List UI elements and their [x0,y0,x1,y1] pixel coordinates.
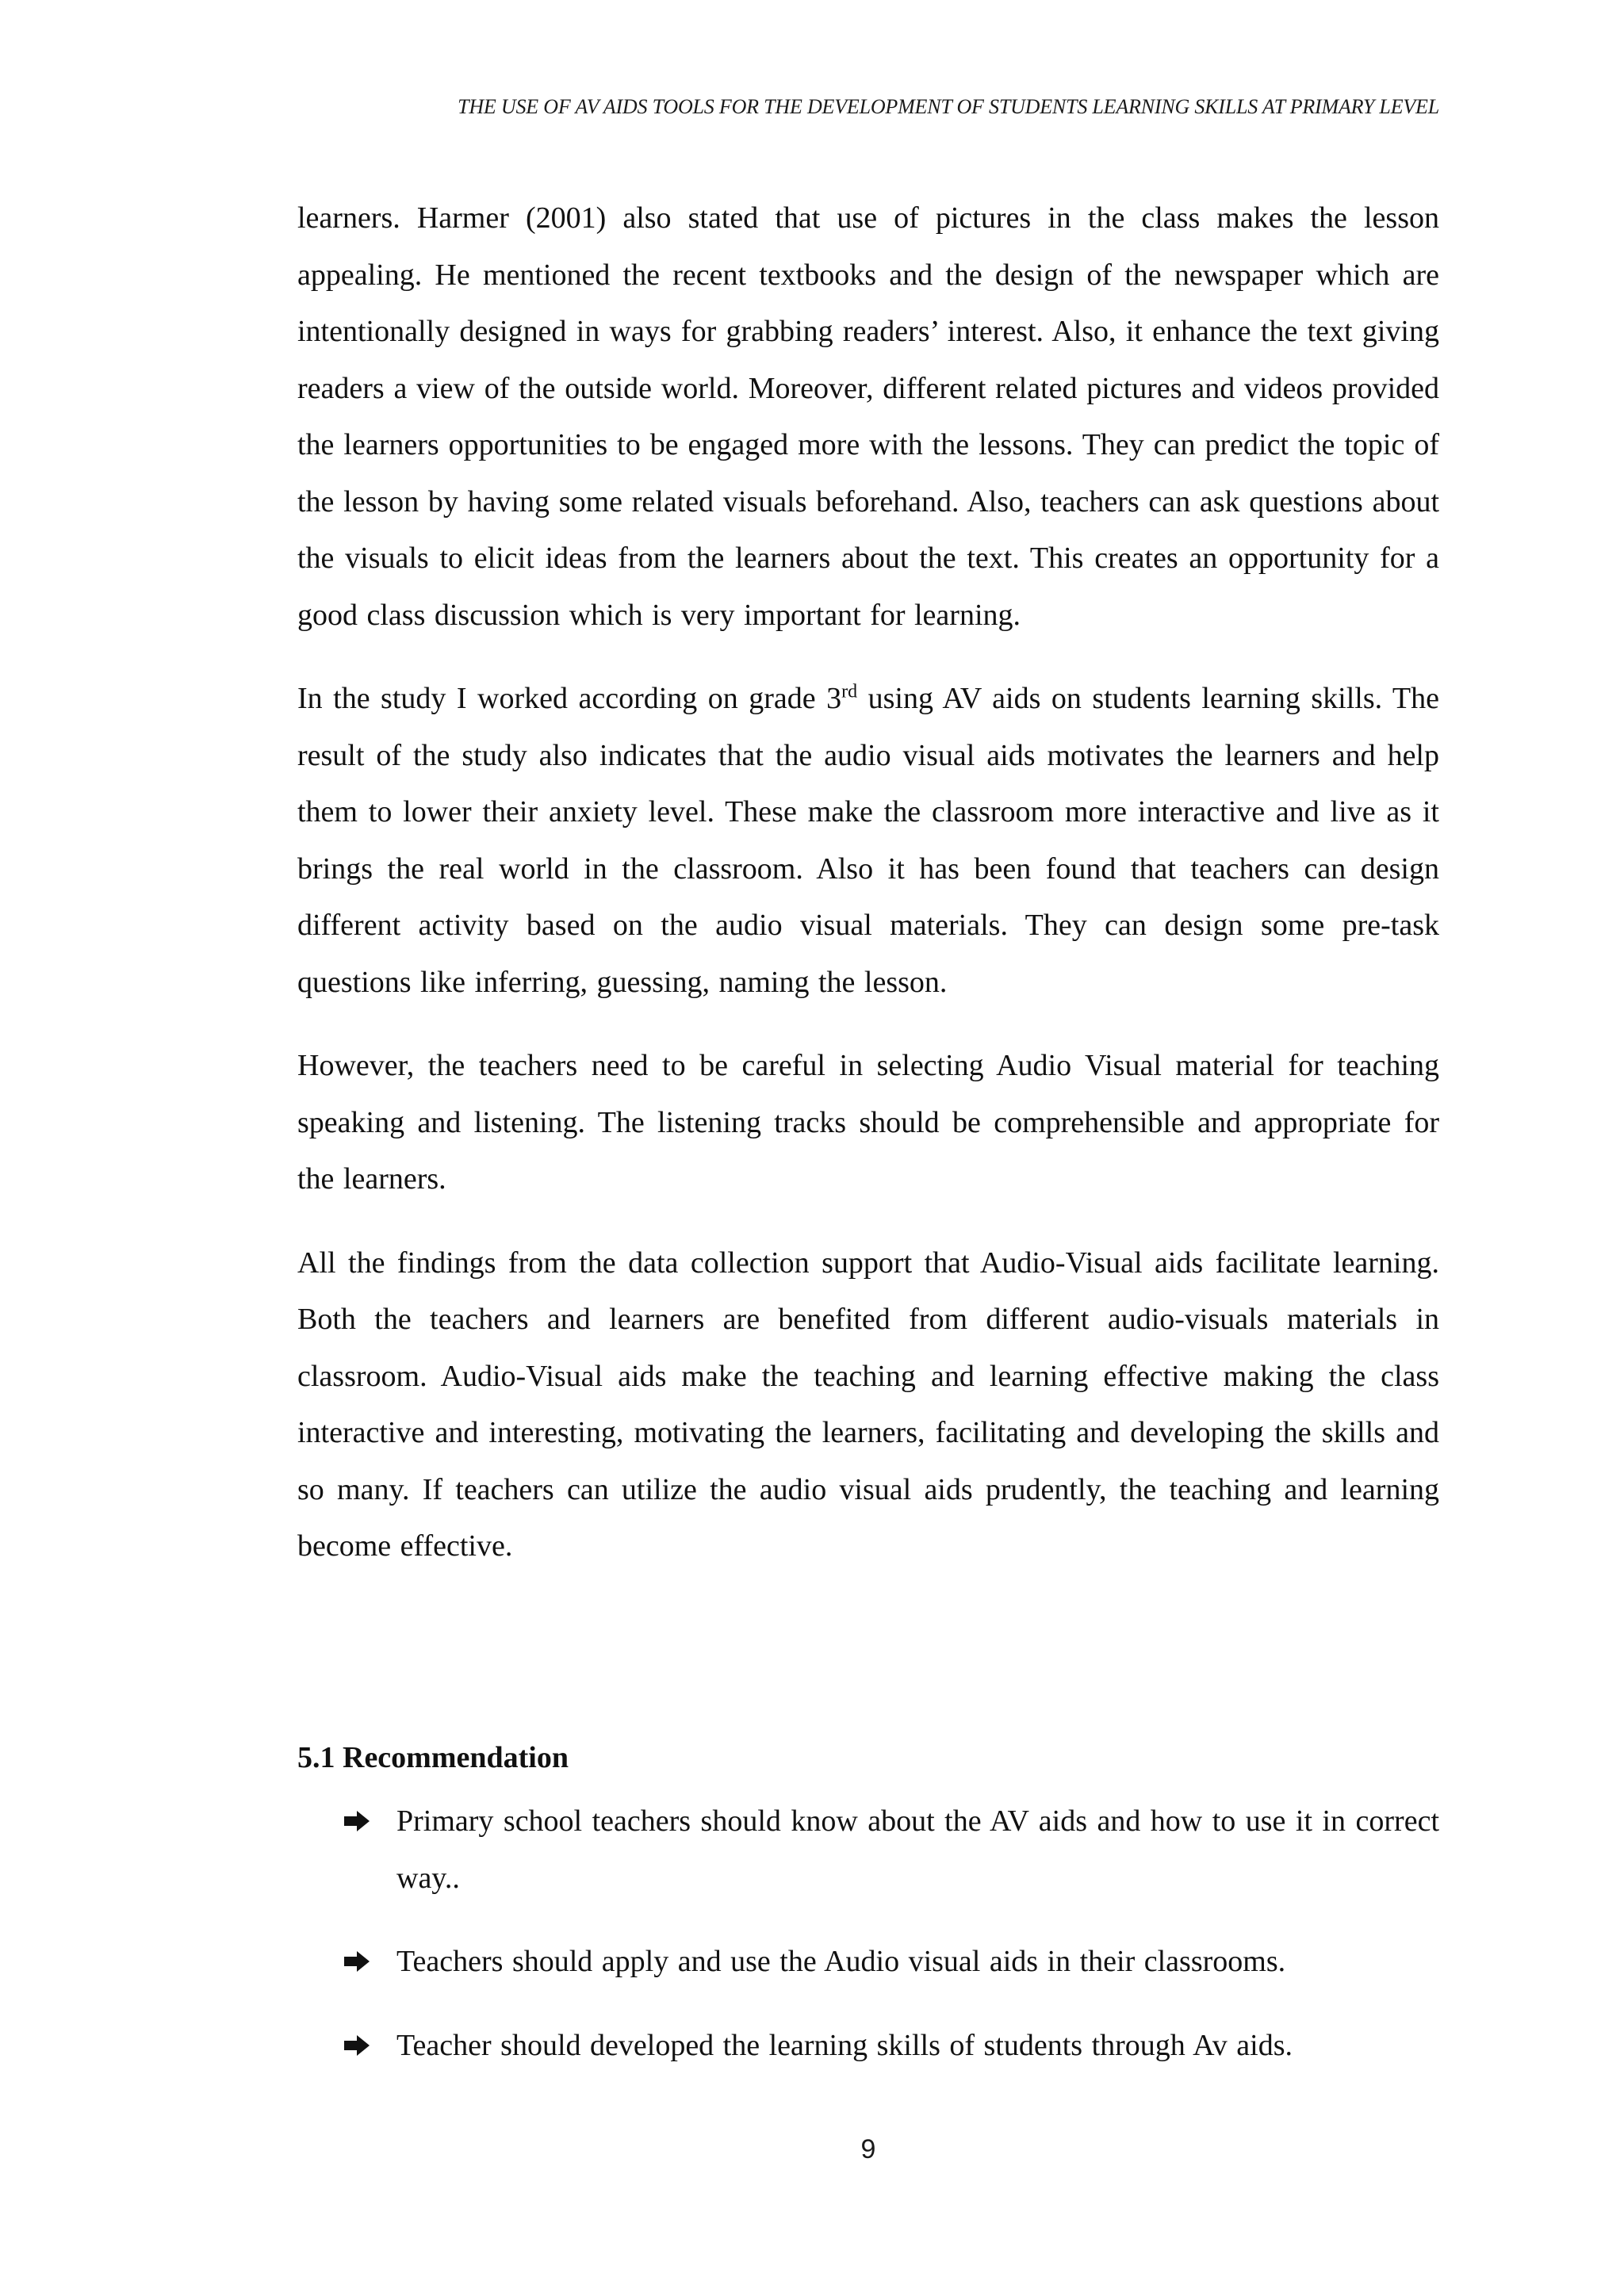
running-header: THE USE OF AV AIDS TOOLS FOR THE DEVELOPMENT OF STUDENTS LEARNING SKILLS AT PRIMARY LEVEL [458,95,1439,118]
paragraph [297,671,1439,1011]
right-arrow-bullet-icon [343,2034,370,2057]
list-item-text: Teachers should apply and use the Audio visual aids in their classrooms. [396,1945,1286,1978]
paragraph-text: using AV aids on students learning skills. The result of the study also indicates that the audio visual aids motivates the learners and help them to lower their anxiety level. These make the classroom more interactive and live as it brings the real world in the classroom. Also it has been found that teachers can design different activity based on the audio visual materials. They can design some pre-task questions like inferring, guessing, naming the lesson. [297,682,1439,999]
list-item-text: Teacher should developed the learning skills of students through Av aids. [396,2028,1293,2062]
list-item [297,1934,1439,1991]
paragraph-text: In the study I worked according on grade 3 [297,682,842,715]
list-item-text: Primary school teachers should know about the AV aids and how to use it in correct way.. [396,1804,1439,1895]
list-item [297,1793,1439,1907]
recommendation-list [297,1793,1439,2101]
page-number: 9 [860,2134,876,2164]
right-arrow-bullet-icon [343,1950,370,1973]
list-item [297,2018,1439,2075]
paragraph: All the findings from the data collection support that Audio-Visual aids facilitate learning. Both the teachers and learners are benefited from different audio-visuals materials in classroom. Audio-Visual aids make the teaching and learning effective making the class interactive and interesting, motivating the learners, facilitating and developing the skills and so many. If teachers can utilize the audio visual aids prudently, the teaching and learning become effective. [297,1246,1439,1563]
section-heading: 5.1 Recommendation [297,1741,569,1774]
superscript: rd [841,681,858,702]
right-arrow-bullet-icon [343,1809,370,1833]
body-text [297,190,1439,1602]
paragraph: learners. Harmer (2001) also stated that use of pictures in the class makes the lesson appealing. He mentioned the recent textbooks and the design of the newspaper which are intentionally designed in ways for grabbing readers’ interest. Also, it enhance the text giving readers a view of the outside world. Moreover, different related pictures and videos provided the learners opportunities to be engaged more with the lessons. They can predict the topic of the lesson by having some related visuals beforehand. Also, teachers can ask questions about the visuals to elicit ideas from the learners about the text. This creates an opportunity for a good class discussion which is very important for learning. [297,201,1439,632]
paragraph: However, the teachers need to be careful in selecting Audio Visual material for teaching speaking and listening. The listening tracks should be comprehensible and appropriate for the learners. [297,1049,1439,1196]
